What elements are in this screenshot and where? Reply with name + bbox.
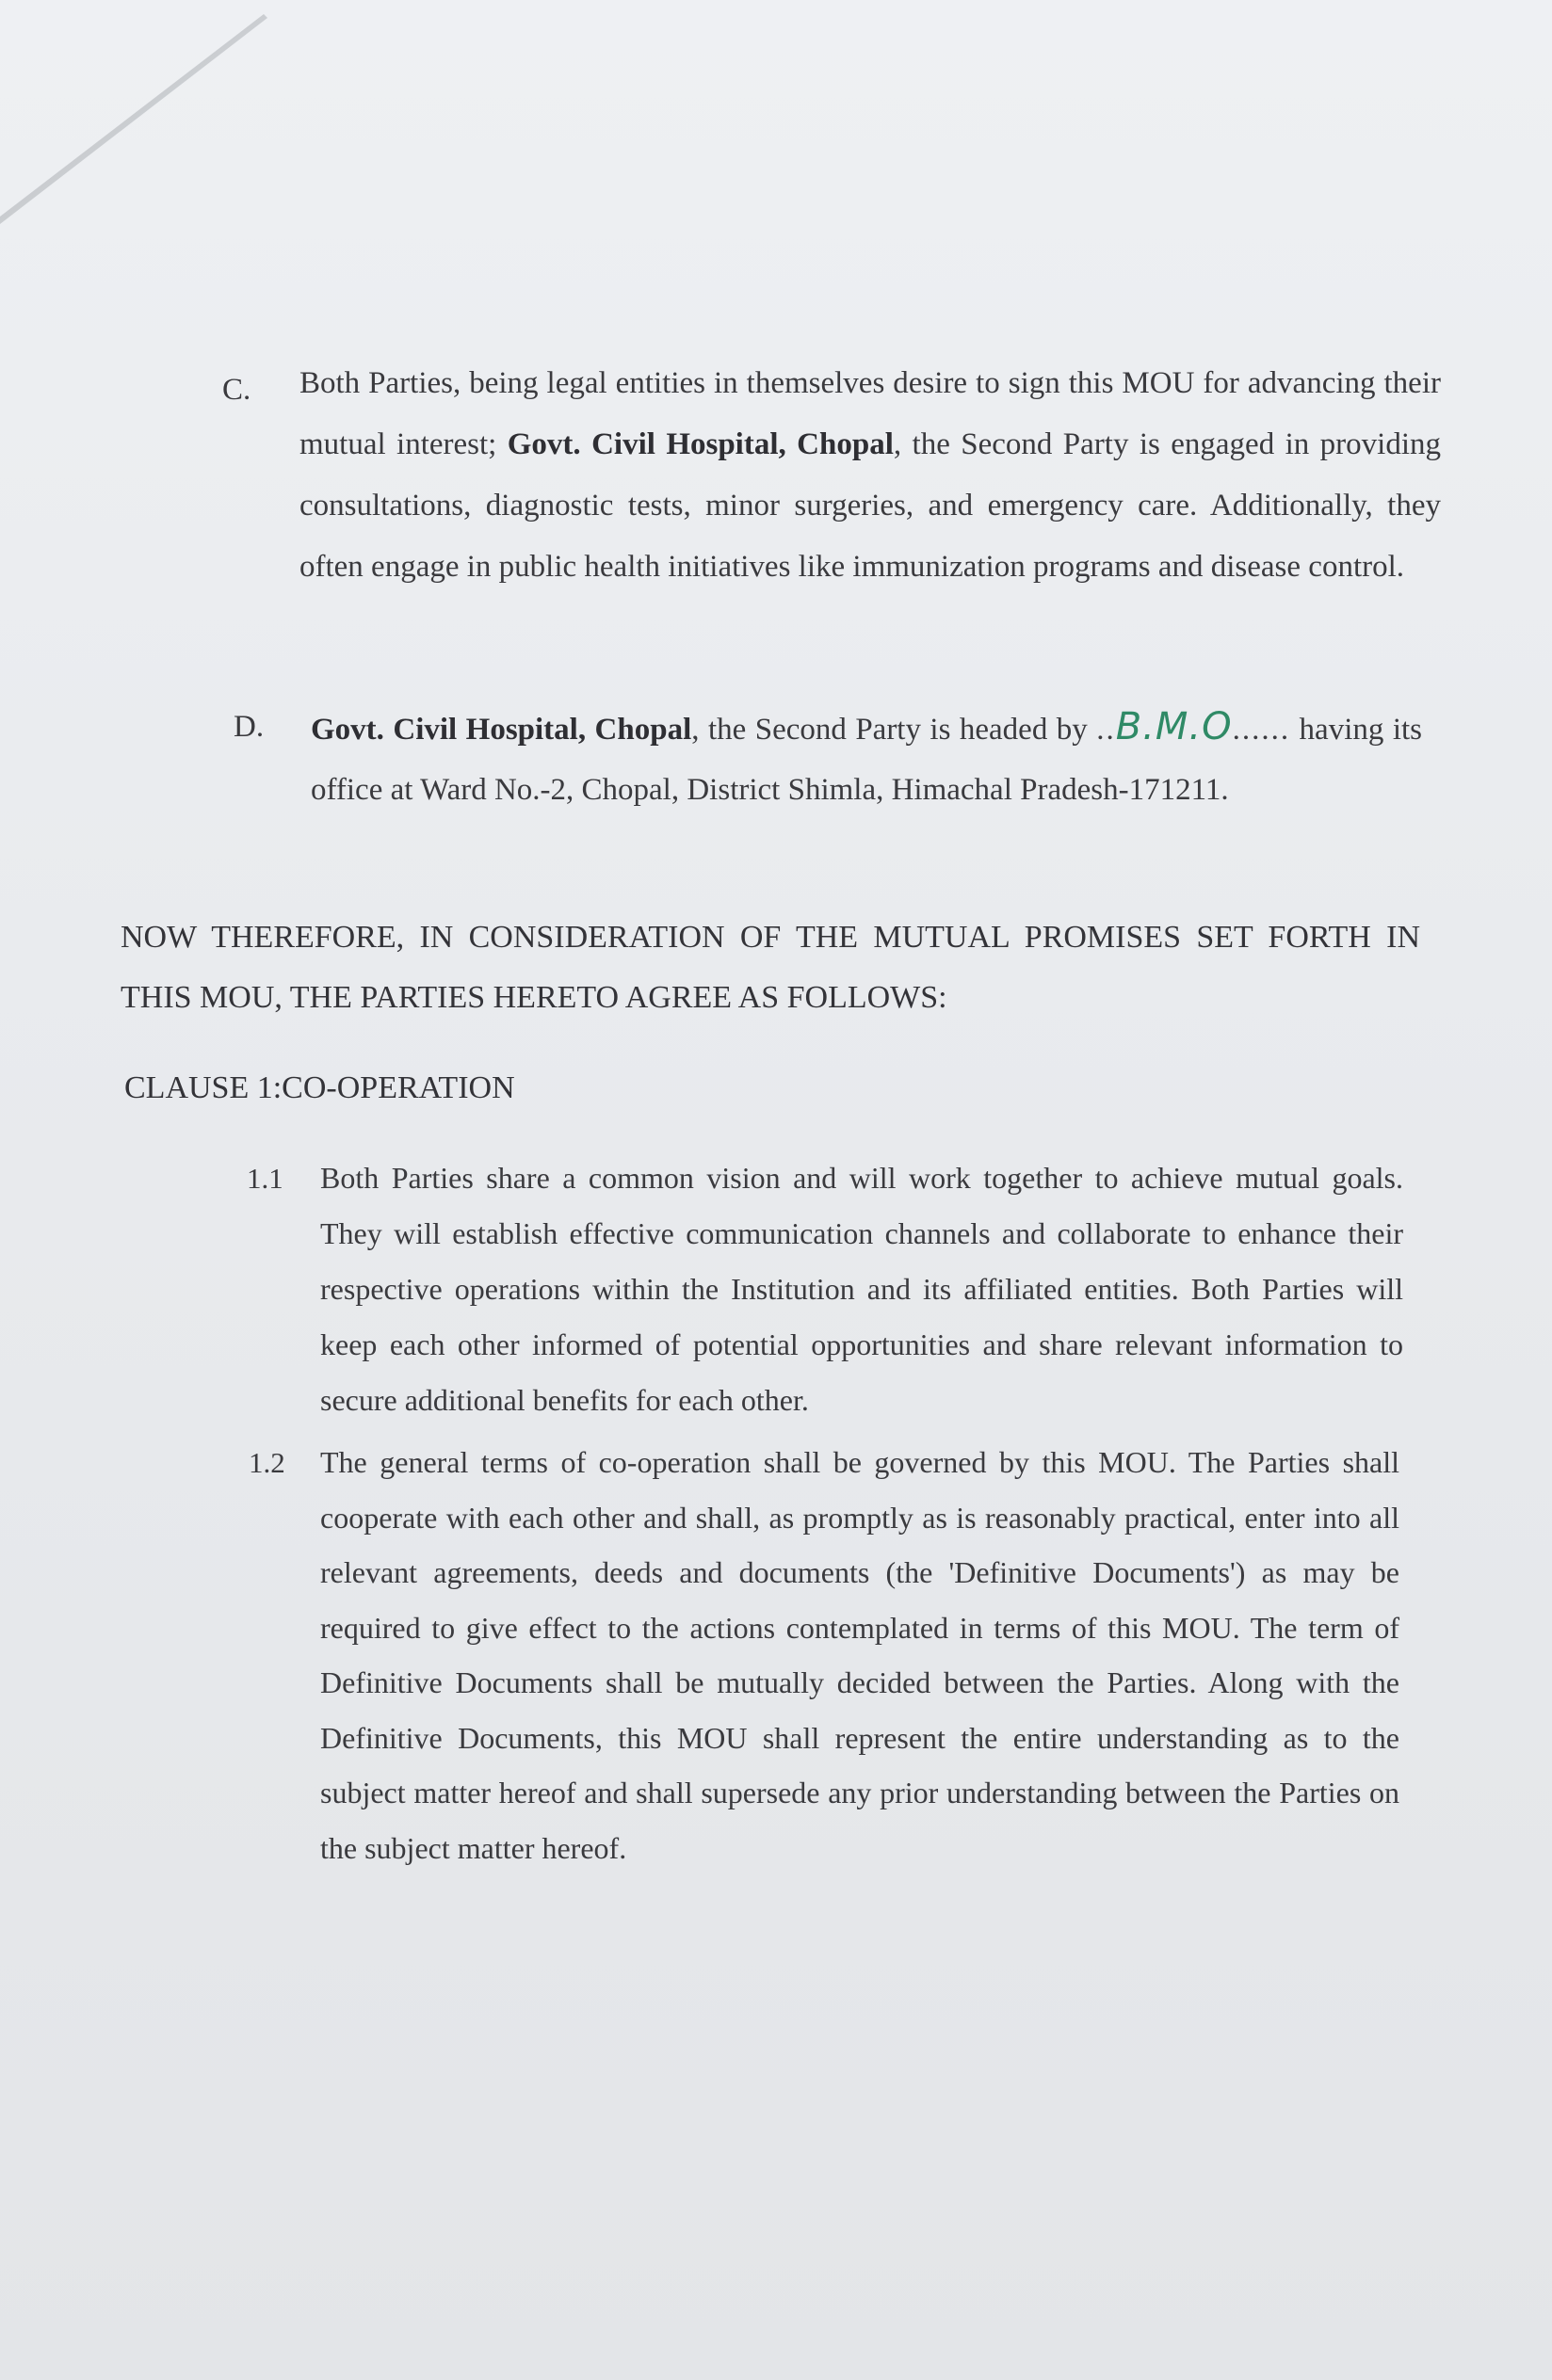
section-c-marker: C. bbox=[222, 373, 251, 407]
clause-1-2-paragraph bbox=[320, 1435, 1399, 1875]
section-d-paragraph bbox=[311, 697, 1422, 820]
section-d-dots-after: ...... bbox=[1232, 713, 1291, 747]
section-d-text-after: having its office at Ward No.-2, Chopal, District Shimla, Himachal Pradesh-171211. bbox=[311, 713, 1423, 807]
section-c-paragraph bbox=[299, 353, 1441, 598]
section-d-marker: D. bbox=[234, 710, 265, 744]
section-c-text-before: Both Parties, being legal entities in themselves desire to sign this MOU for advancing their mutual interest; bbox=[299, 366, 1441, 461]
clause-1-1-paragraph bbox=[320, 1150, 1403, 1428]
agreement-heading: NOW THEREFORE, IN CONSIDERATION OF THE MUTUAL PROMISES SET FORTH IN THIS MOU, THE PARTIES HERETO AGREE AS FOLLOWS: bbox=[121, 920, 1420, 1015]
clause-heading: CLAUSE 1:CO-OPERATION bbox=[124, 1070, 515, 1105]
section-c-text-after: , the Second Party is engaged in providing consultations, diagnostic tests, minor surgeries, and emergency care. Additionally, they often engage in public health initiatives like immunization programs and disease control. bbox=[299, 427, 1442, 584]
clause-1-2-number: 1.2 bbox=[249, 1446, 285, 1479]
paper-fold-shadow bbox=[0, 0, 283, 235]
clause-1-2-text: The general terms of co-operation shall be governed by this MOU. The Parties shall cooperate with each other and shall, as promptly as is reasonably practical, enter into all relevant agreements, deeds and documents (the 'Definitive Documents') as may be required to give effect to the actions contemplated in terms of this MOU. The term of Definitive Documents shall be mutually decided between the Parties. Along with the Definitive Documents, this MOU shall represent the entire understanding as to the subject matter hereof and shall supersede any prior understanding between the Parties on the subject matter hereof. bbox=[320, 1445, 1399, 1865]
clause-1-1-number: 1.1 bbox=[247, 1162, 283, 1195]
handwritten-bmo: B.M.O bbox=[1115, 705, 1233, 748]
section-d-text-before: , the Second Party is headed by bbox=[691, 713, 1097, 747]
section-d-hospital-name: Govt. Civil Hospital, Chopal bbox=[311, 713, 692, 747]
section-c-hospital-name: Govt. Civil Hospital, Chopal bbox=[507, 427, 894, 461]
section-d-dots-before: .. bbox=[1096, 713, 1116, 747]
clause-1-1-text: Both Parties share a common vision and will work together to achieve mutual goals. They will establish effective communication channels and collaborate to enhance their respective operations within the Institution and its affiliated entities. Both Parties will keep each other informed of potential opportunities and share relevant information to secure additional benefits for each other. bbox=[320, 1161, 1403, 1417]
